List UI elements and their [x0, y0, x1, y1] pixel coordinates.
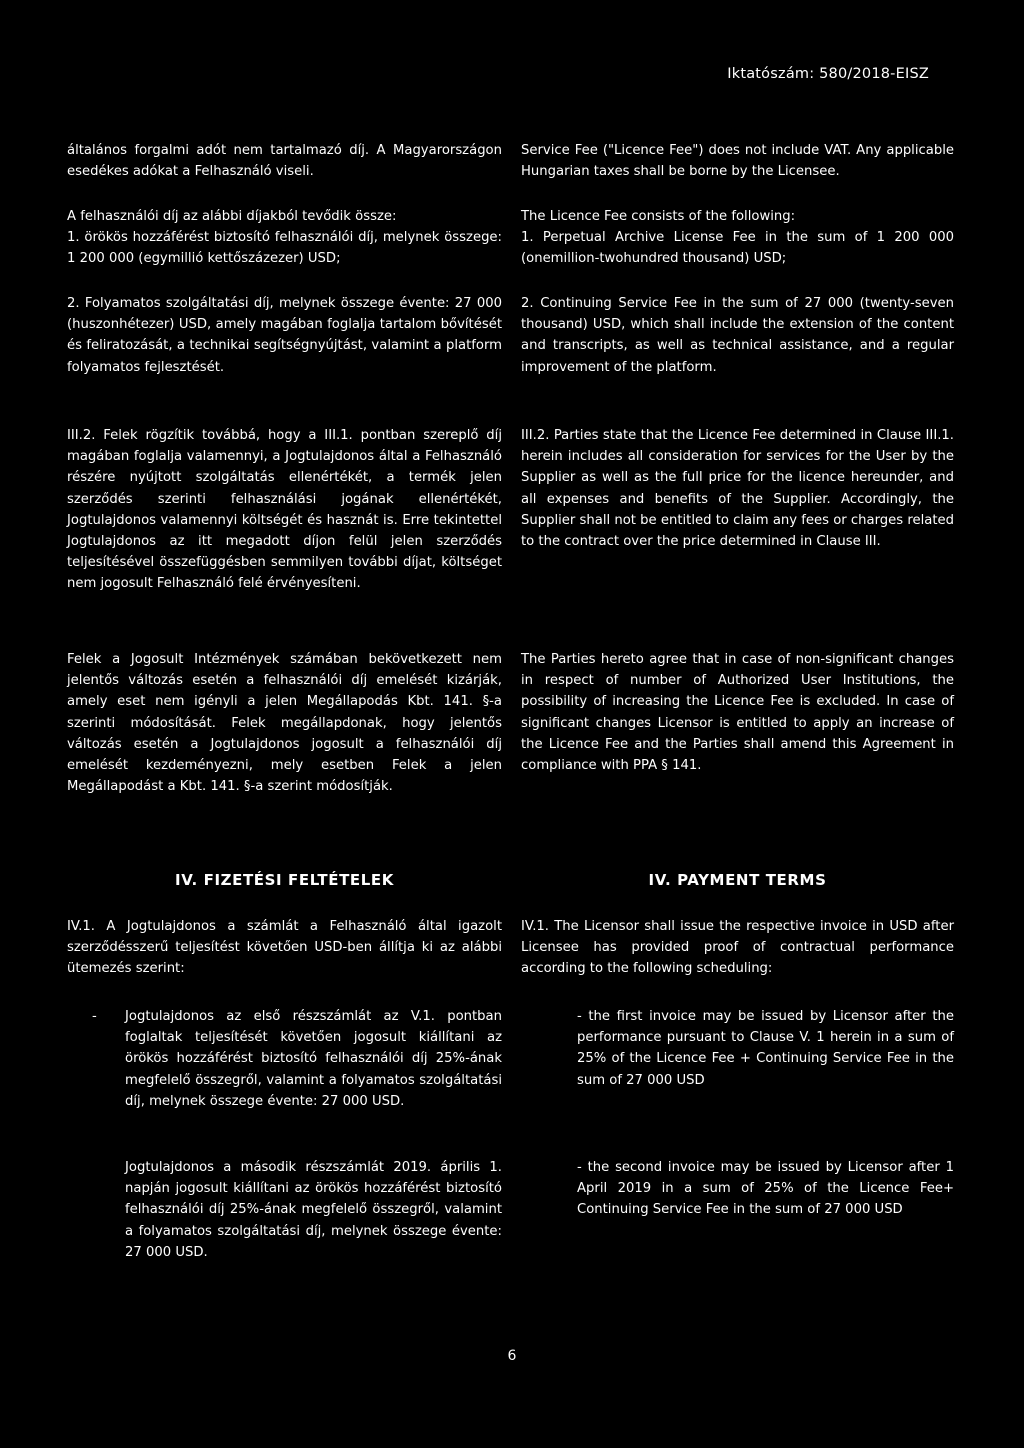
- en-paragraph-fee-change: [521, 649, 954, 776]
- hu-paragraph-vat: [67, 140, 502, 182]
- page-number: 6: [507, 1348, 517, 1364]
- hu-clause-3-2-text: III.2. Felek rögzítik továbbá, hogy a III.1. pontban szereplő díj magában foglalja valamennyi, a Jogtulajdonos által a Felhasználó részére nyújtott szolgáltatás ellenértékét, a termék jelen szerződés szerinti felhasználási jogának ellenértékét, Jogtulajdonos valamennyi költségét és hasznát is. Erre tekintettel Jogtulajdonos az itt megadott díjon felül jelen szerződés teljesítésével összefüggésben semmilyen további díjat, költséget nem jogosult Felhasználó felé érvényesíteni.: [67, 428, 502, 592]
- en-bullet-second-invoice: [521, 1157, 954, 1221]
- en-paragraph-vat: [521, 140, 954, 182]
- hu-clause-4-1-text: IV.1. A Jogtulajdonos a számlát a Felhasználó által igazolt szerződésszerű teljesítést követően USD-ben állítja ki az alábbi ütemezés szerint:: [67, 919, 502, 977]
- hu-fee-components-text: A felhasználói díj az alábbi díjakból tevődik össze: 1. örökös hozzáférést biztosító felhasználói díj, melynek összege: 1 200 000 (egymillió kettőszázezer) USD;: [67, 209, 502, 267]
- hu-paragraph-fee-change: [67, 649, 502, 797]
- hu-paragraph-clause-4-1: [67, 916, 502, 980]
- hu-fee-change-text: Felek a Jogosult Intézmények számában bekövetkezett nem jelentős változás esetén a felhasználói díj emelését kizárják, amely eset nem igényli a jelen Megállapodás Kbt. 141. §-a szerinti módosítását. Felek megállapdonak, hogy jelentős változás esetén a Jogtulajdonos jogosult a felhasználói díj emelését kezdeményezni, mely esetben Felek a jelen Megállapodást a Kbt. 141. §-a szerint módosítják.: [67, 652, 502, 795]
- hu-paragraph-fee-components: [67, 206, 502, 270]
- hu-second-invoice-text: Jogtulajdonos a második részszámlát 2019. április 1. napján jogosult kiállítani az örökös hozzáférést biztosító felhasználói díj 25%-ának megfelelő összegről, valamint a folyamatos szolgáltatási díj, melynek összege évente: 27 000 USD.: [125, 1160, 502, 1260]
- en-fee-change-text: The Parties hereto agree that in case of non-significant changes in respect of number of Authorized User Institutions, the possibility of increasing the Licence Fee is excluded. In case of significant changes Licensor is entitled to apply an increase of the Licence Fee and the Parties shall amend this Agreement in compliance with PPA § 141.: [521, 652, 954, 774]
- hu-bullet-dash: -: [92, 1009, 97, 1024]
- en-second-invoice-text: - the second invoice may be issued by Licensor after 1 April 2019 in a sum of 25% of the Licence Fee+ Continuing Service Fee in the sum of 27 000 USD: [577, 1160, 954, 1218]
- hu-first-invoice-text: Jogtulajdonos az első részszámlát az V.1. pontban foglaltak teljesítését követően jogosult kiállítani az örökös hozzáférést biztosító felhasználói díj 25%-ának megfelelő összegről, valamint a folyamatos szolgáltatási díj, melynek összege évente: 27 000 USD.: [125, 1009, 502, 1109]
- en-vat-text: Service Fee ("Licence Fee") does not include VAT. Any applicable Hungarian taxes shall be borne by the Licensee.: [521, 143, 954, 180]
- en-continuing-fee-text: 2. Continuing Service Fee in the sum of 27 000 (twenty-seven thousand) USD, which shall include the extension of the content and transcripts, as well as technical assistance, and a regular improvement of the platform.: [521, 296, 954, 375]
- en-paragraph-clause-4-1: [521, 916, 954, 980]
- hu-paragraph-clause-3-2: [67, 425, 502, 595]
- hu-section-heading: IV. FIZETÉSI FELTÉTELEK: [175, 871, 394, 889]
- en-fee-components-text: The Licence Fee consists of the following: 1. Perpetual Archive License Fee in the sum of 1 200 000 (onemillion-twohundred thousand) USD;: [521, 209, 954, 267]
- hu-vat-text: általános forgalmi adót nem tartalmazó díj. A Magyarországon esedékes adókat a Felhasználó viseli.: [67, 143, 502, 180]
- hu-bullet-second-invoice: [67, 1157, 502, 1263]
- en-first-invoice-text: - the first invoice may be issued by Licensor after the performance pursuant to Clause V. 1 herein in a sum of 25% of the Licence Fee + Continuing Service Fee in the sum of 27 000 USD: [577, 1009, 954, 1088]
- registration-number: Iktatószám: 580/2018-EISZ: [727, 66, 929, 82]
- en-section-heading: IV. PAYMENT TERMS: [648, 871, 827, 889]
- en-paragraph-continuing-fee: [521, 293, 954, 378]
- hu-paragraph-continuing-fee: [67, 293, 502, 378]
- en-clause-3-2-text: III.2. Parties state that the Licence Fee determined in Clause III.1. herein includes all consideration for services for the User by the Supplier as well as the full price for the licence hereunder, and all expenses and benefits of the Supplier. Accordingly, the Supplier shall not be entitled to claim any fees or charges related to the contract over the price determined in Clause III.: [521, 428, 954, 550]
- hu-continuing-fee-text: 2. Folyamatos szolgáltatási díj, melynek összege évente: 27 000 (huszonhétezer) USD, amely magában foglalja tartalom bővítését és feliratozását, a technikai segítségnyújtást, valamint a platform folyamatos fejlesztését.: [67, 296, 502, 375]
- hu-bullet-first-invoice: [67, 1006, 502, 1112]
- en-bullet-first-invoice: [521, 1006, 954, 1091]
- en-paragraph-fee-components: [521, 206, 954, 270]
- en-clause-4-1-text: IV.1. The Licensor shall issue the respective invoice in USD after Licensee has provided proof of contractual performance according to the following scheduling:: [521, 919, 954, 977]
- en-paragraph-clause-3-2: [521, 425, 954, 552]
